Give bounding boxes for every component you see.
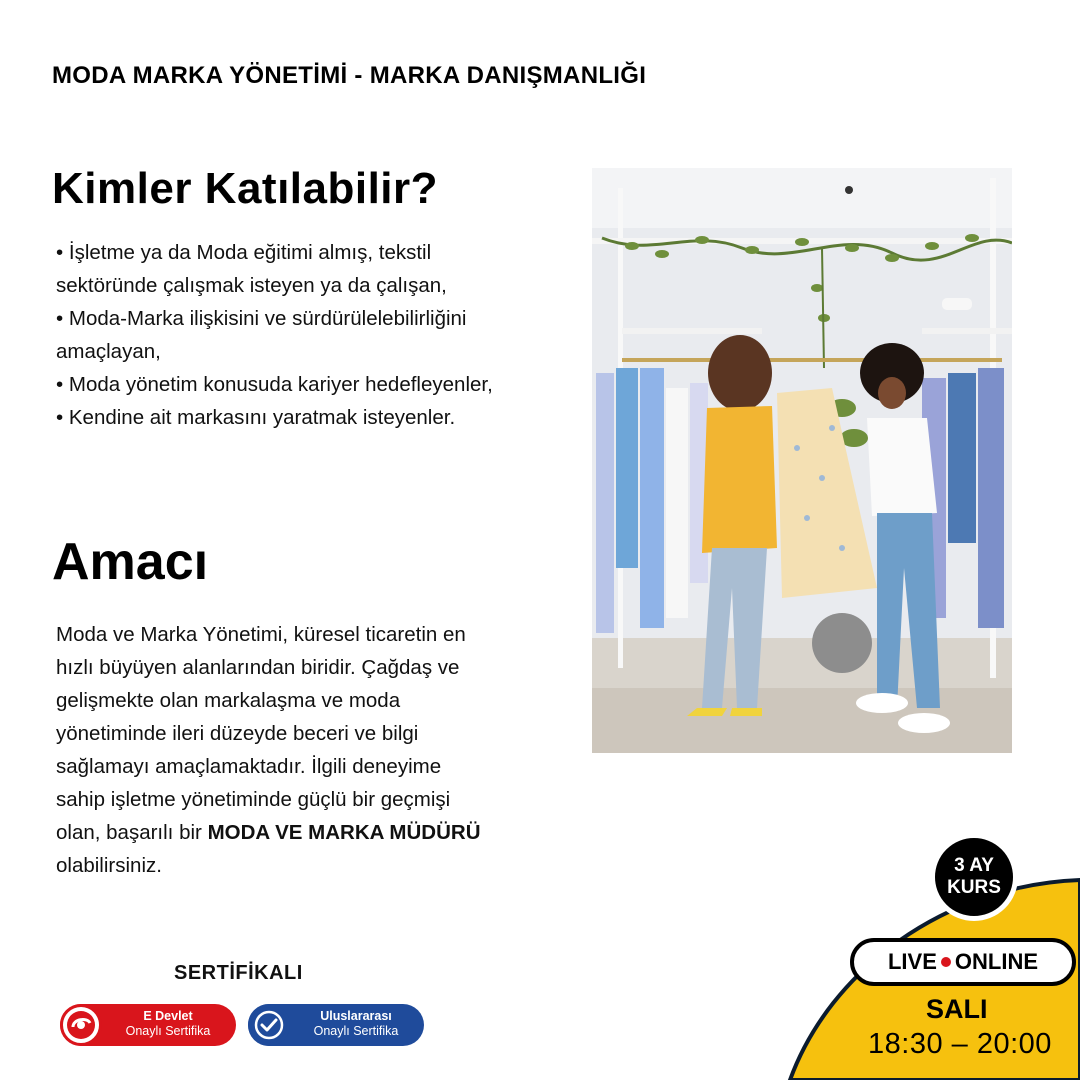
list-item: • Moda-Marka ilişkisini ve sürdürülelebilirliğini amaçlayan, (56, 307, 467, 363)
course-day: SALI (926, 994, 988, 1024)
list-item: • Kendine ait markasını yaratmak isteyenler. (56, 406, 456, 429)
aim-text-end: olabilirsiniz. (56, 854, 162, 877)
dot-icon (941, 957, 951, 967)
badge-line2: Onaylı Sertifika (313, 1024, 399, 1038)
aim-text-start: Moda ve Marka Yönetimi, küresel ticaretin en hızlı büyüyen alanlarından biridir. Çağdaş ve gelişmekte olan markalaşma ve moda yönetiminde ileri düzeyde beceri ve bilgi sağlamayı amaçlamaktadır. İlgili deneyime sahip işletme yönetiminde güçlü bir geçmişi olan, başarılı bir (56, 623, 466, 844)
list-item: • Moda yönetim konusuda kariyer hedefleyenler, (56, 373, 493, 396)
page-title: MODA MARKA YÖNETİMİ - MARKA DANIŞMANLIĞI (52, 62, 647, 89)
live-online-pill (850, 938, 1076, 986)
list-item: • İşletme ya da Moda eğitimi almış, tekstil sektöründe çalışmak isteyen ya da çalışan, (56, 241, 447, 297)
course-time: 18:30 – 20:00 (868, 1028, 1052, 1060)
duration-line1: 3 AY (954, 855, 994, 876)
certificate-title: SERTİFİKALI (174, 962, 303, 984)
who-heading: Kimler Katılabilir? (52, 164, 439, 213)
aim-text-bold: MODA VE MARKA MÜDÜRÜ (207, 821, 481, 844)
badge-line2: Onaylı Sertifika (125, 1024, 211, 1038)
badge-line1: Uluslararası (320, 1009, 392, 1023)
duration-badge (930, 833, 1018, 921)
live-label: LIVE (887, 949, 937, 974)
aim-heading: Amacı (52, 533, 209, 591)
duration-line2: KURS (947, 877, 1001, 898)
online-label: ONLINE (954, 949, 1039, 974)
badge-line1: E Devlet (143, 1009, 193, 1023)
